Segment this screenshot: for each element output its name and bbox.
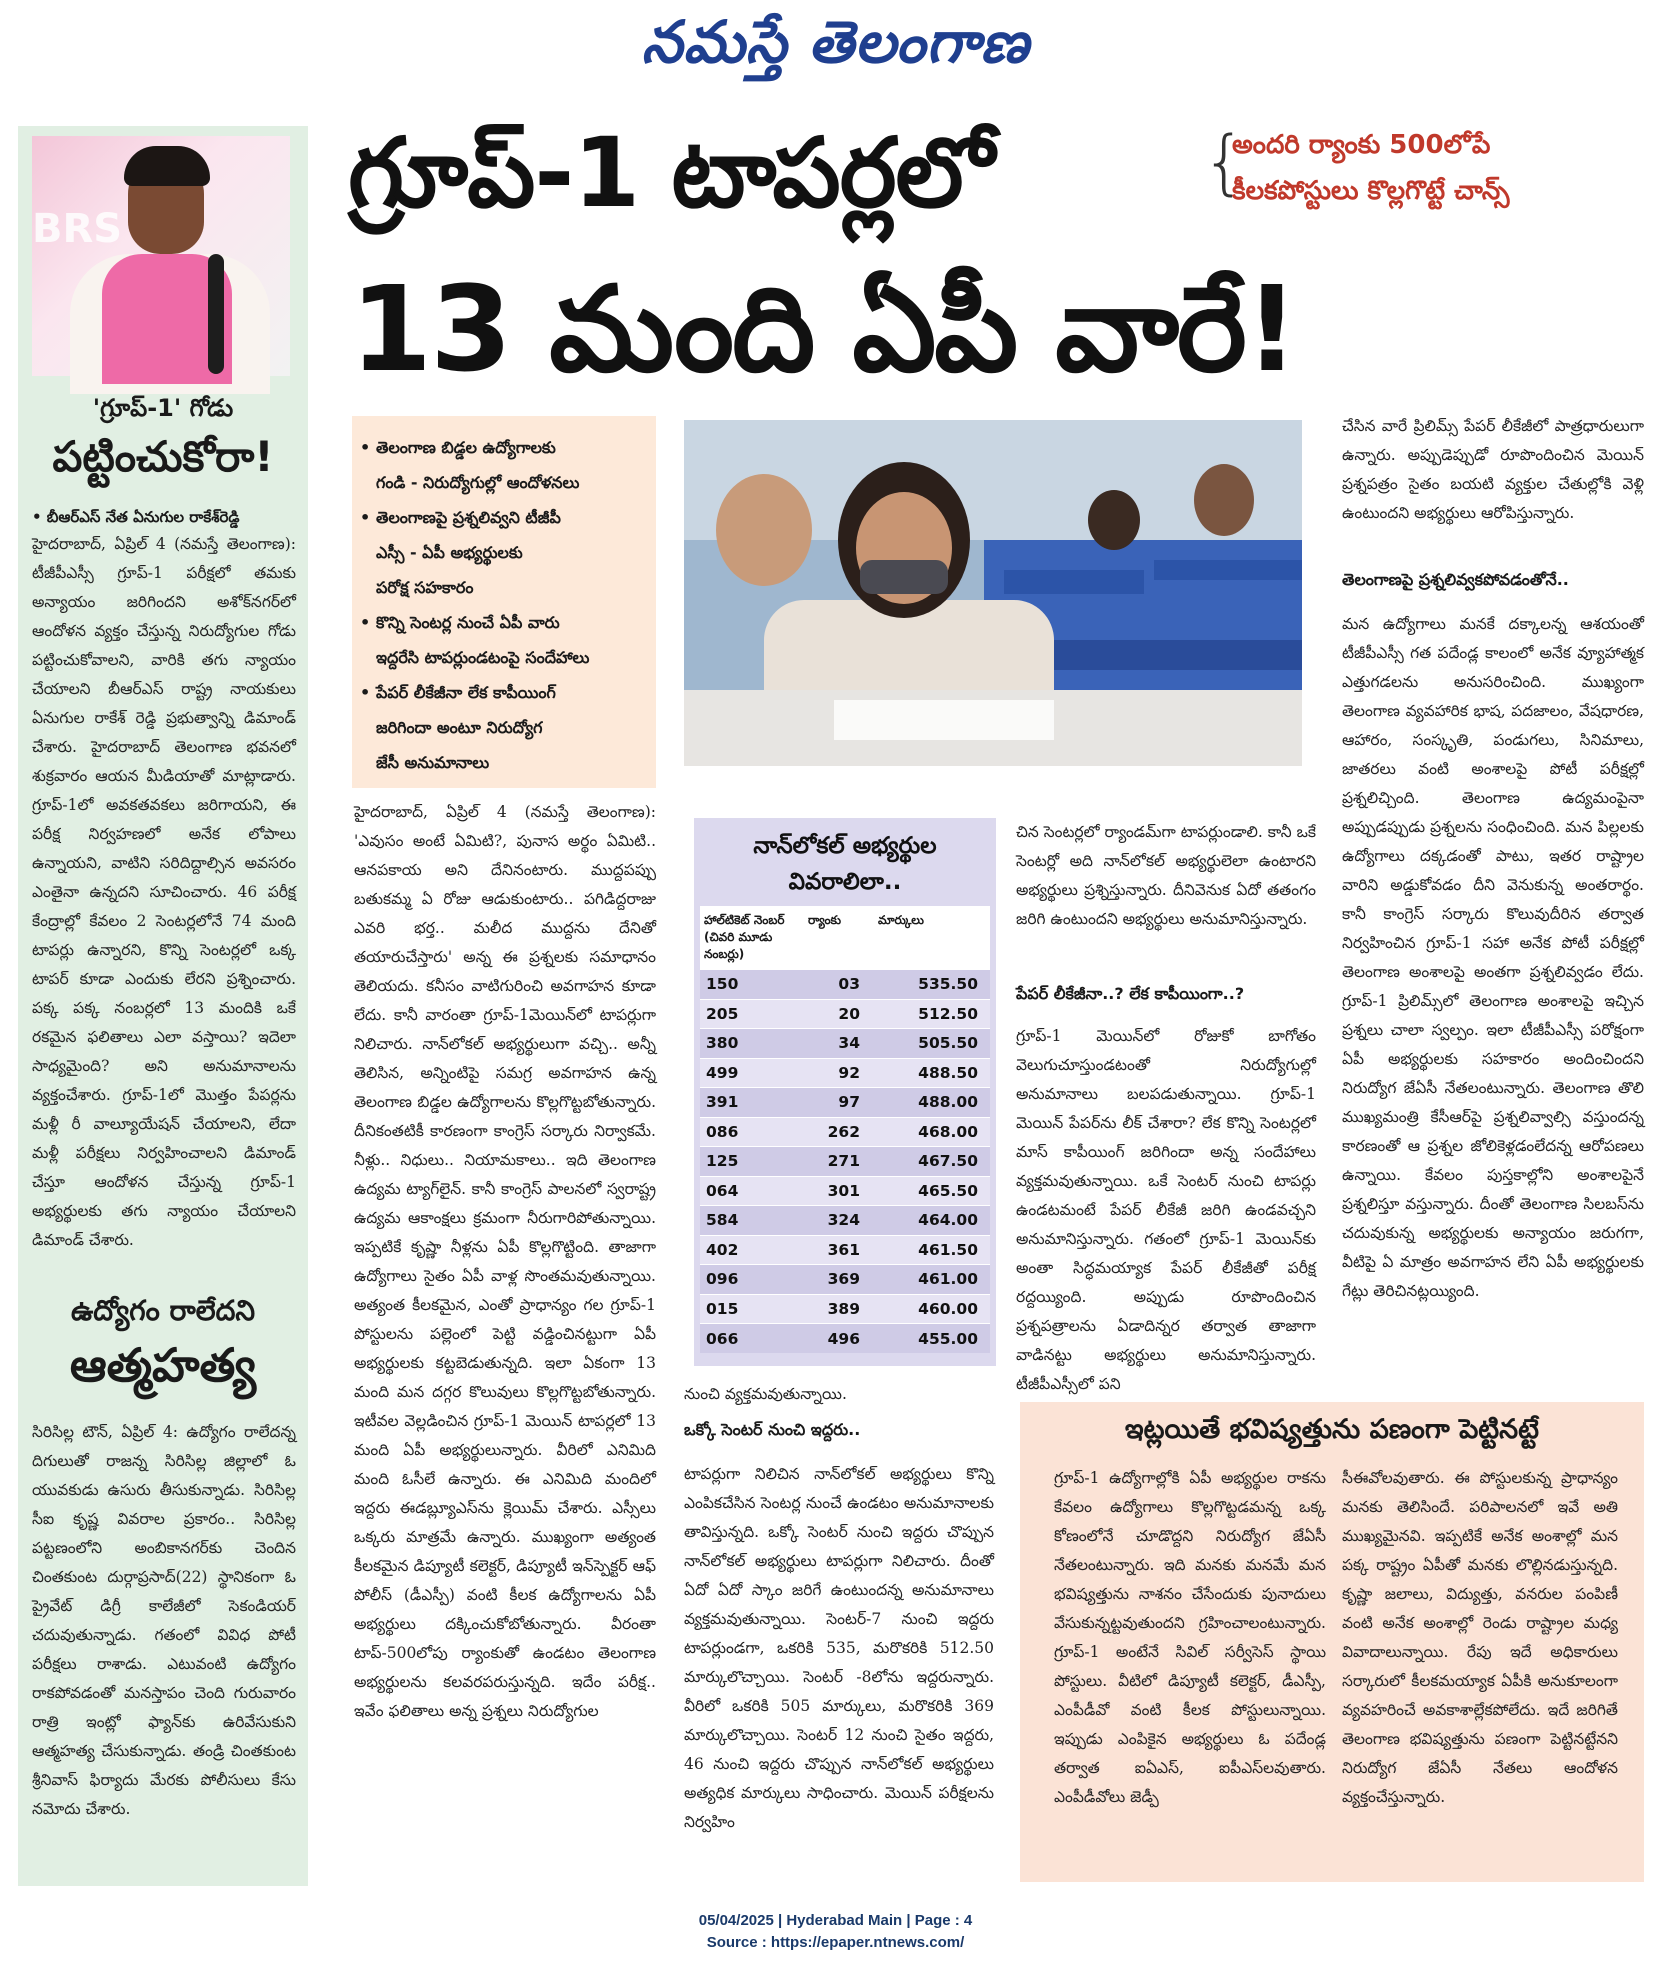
newspaper-masthead: నమస్తే తెలంగాణ (641, 8, 1030, 76)
marks-cell: 468.00 (874, 1117, 990, 1147)
highlight-line: గండి - నిరుద్యోగుల్లో ఆందోళనలు (376, 473, 580, 492)
left-article-body: హైదరాబాద్, ఏప్రిల్ 4 (నమస్తే తెలంగాణ): టీజీపీఎస్సీ గ్రూప్-1 పరీక్షలో తమకు అన్యాయం జరిగిందని అశోక్‌నగర్‌లో ఆందోళన వ్యక్తం చేస్తున్న నిరుద్యోగుల గోడు పట్టించుకోవాలని, వారికి తగు న్యాయం చేయాలని బీఆర్ఎస్ రాష్ట్ర నాయకులు ఏనుగుల రాకేశ్ రెడ్డి ప్రభుత్వాన్ని డిమాండ్ చేశారు. హైదరాబాద్ తెలంగాణ భవనలో శుక్రవారం ఆయన మీడియాతో మాట్లాడారు. గ్రూప్-1లో అవకతవకలు జరిగాయని, ఈ పరీక్ష నిర్వహణలో అనేక లోపాలు ఉన్నాయని, వాటిని సరిదిద్దాల్సిన అవసరం ఎంతైనా ఉన్నదని సూచించారు. 46 పరీక్ష కేంద్రాల్లో కేవలం 2 సెంటర్లలోనే 74 మంది టాపర్లు ఉన్నారని, కొన్ని సెంటర్లలో ఒక్క టాపర్ కూడా ఎందుకు లేరని ప్రశ్నించారు. పక్క పక్క నంబర్లలో 13 మందికి ఒకే రకమైన ఫలితాలు ఎలా వస్తాయి? ఇదెలా సాధ్యమైంది? అని అనుమానాలను వ్యక్తంచేశారు. గ్రూప్-1లో మొత్తం పేపర్లను మళ్లీ రీ వాల్యూయేషన్ చేయాలని, లేదా మళ్లీ పరీక్షలు నిర్వహించాలని డిమాండ్ చేస్తూ ఆందోళన చేస్తున్న గ్రూప్-1 అభ్యర్థులకు తగు న్యాయం చేయాలని డిమాండ్ చేశారు. (32, 535, 296, 1249)
table-row (700, 1058, 990, 1088)
table-header-rank: ర్యాంకు (804, 906, 874, 970)
left-article-body-2: సిరిసిల్ల టౌన్, ఏప్రిల్ 4: ఉద్యోగం రాలేదన్న దిగులుతో రాజన్న సిరిసిల్ల జిల్లాలో ఓ యువకుడు ఉసురు తీసుకున్నాడు. సిరిసిల్ల సీఐ కృష్ణ వివరాల ప్రకారం.. సిరిసిల్ల పట్టణంలోని అంబికానగర్‌కు చెందిన చింతకుంట దుర్గాప్రసాద్(22) స్థానికంగా ఓ ప్రైవేట్ డిగ్రీ కాలేజీలో సెకండియర్ చదువుతున్నాడు. గతంలో వివిధ పోటీ పరీక్షలు రాశాడు. ఎటువంటి ఉద్యోగం రాకపోవడంతో మనస్తాపం చెంది గురువారం రాత్రి ఇంట్లో ఫ్యాన్‌కు ఉరివేసుకుని ఆత్మహత్య చేసుకున్నాడు. తండ్రి చింతకుంట శ్రీనివాస్ ఫిర్యాదు మేరకు పోలీసులు కేసు నమోదు చేశారు. (32, 1423, 296, 1818)
left-kicker-2: ఉద్యోగం రాలేదని (70, 1294, 256, 1327)
bottom-box-body-left: గ్రూప్-1 ఉద్యోగాల్లోకి ఏపీ అభ్యర్థుల రాకను కేవలం ఉద్యోగాలు కొల్లగొట్టడమన్న ఒక్క కోణంలోనే చూడొద్దని నిరుద్యోగ జేఏసీ నేతలంటున్నారు. ఇది మనకు మనమే మన భవిష్యత్తును నాశనం చేసేందుకు పునాదులు వేసుకున్నట్టవుతుందని గ్రహించాలంటున్నారు. గ్రూప్-1 అంటేనే సివిల్ సర్వీసెస్ స్థాయి పోస్టులు. వీటిలో డిప్యూటీ కలెక్టర్, డీఎస్పీ, ఎంపీడీవో వంటి కీలక పోస్టులున్నాయి. ఇప్పుడు ఎంపికైన అభ్యర్థులు ఓ పదేండ్ల తర్వాత ఐఏఎస్, ఐపీఎస్‌లవుతారు. ఎంపీడీవోలు జెడ్పీ (1054, 1469, 1326, 1806)
column-b-subhead: ఒక్కో సెంటర్ నుంచి ఇద్దరు.. (684, 1420, 861, 1439)
rank-cell: 361 (804, 1235, 874, 1265)
marks-cell: 455.00 (874, 1324, 990, 1354)
footer-date-edition: 05/04/2025 | Hyderabad Main | Page : 4 (698, 1912, 973, 1929)
main-headline-line-2: 13 మంది ఏపీ వారే! (350, 260, 1297, 398)
column-c-top: చిన సెంటర్లలో ర్యాండమ్‌గా టాపర్లుండాలి. కానీ ఒకే సెంటర్లో అది నాన్‌లోకల్ అభ్యర్థులెలా ఉంటారని అభ్యర్థులు ప్రశ్నిస్తున్నారు. దీనివెనుక ఏదో తతంగం జరిగి ఉంటుందని అభ్యర్థులు అనుమానిస్తున్నారు. (1016, 823, 1316, 928)
nonlocal-candidates-table-box (694, 818, 996, 1366)
column-b-body: టాపర్లుగా నిలిచిన నాన్‌లోకల్ అభ్యర్థులు కొన్ని ఎంపికచేసిన సెంటర్ల నుంచే ఉండటం అనుమానాలకు తావిస్తున్నది. ఒక్కో సెంటర్ నుంచి ఇద్దరు చొప్పున నాన్‌లోకల్ అభ్యర్థులు టాపర్లుగా నిలిచారు. దీంతో ఏదో ఏదో స్కాం జరిగే ఉంటుందన్న అనుమానాలు వ్యక్తమవుతున్నాయి. సెంటర్-7 నుంచి ఇద్దరు టాపర్లుండగా, ఒకరికి 535, మరొకరికి 512.50 మార్కులొచ్చాయి. సెంటర్ -8లోను ఇద్దరున్నారు. వీరిలో ఒకరికి 505 మార్కులు, మరొకరికి 369 మార్కులొచ్చాయి. సెంటర్ 12 నుంచి సైతం ఇద్దరు, 46 నుంచి ఇద్దరు చొప్పున నాన్‌లోకల్ అభ్యర్థులు అత్యధిక మార్కులు సాధించారు. మెయిన్ పరీక్షలను నిర్వహిం (684, 1465, 994, 1831)
hallticket-cell: 205 (700, 999, 804, 1029)
column-b-continuation: నుంచి వ్యక్తమవుతున్నాయి. (684, 1385, 847, 1403)
sub-headline (1232, 122, 1509, 214)
column-a-body: హైదరాబాద్, ఏప్రిల్ 4 (నమస్తే తెలంగాణ): 'ఎవుసం అంటే ఏమిటి?, పునాస అర్థం ఏమిటి.. ఆనపకాయ అని దేనినంటారు. ముద్దపప్పు బతుకమ్మ ఏ రోజు ఆడుకుంటారు.. పగిడిద్దరాజు ఎవరి భర్త.. మలీద ముద్దను దేనితో తయారుచేస్తారు' అన్న ఈ ప్రశ్నలకు సమాధానం తెలియదు. కనీసం వాటిగురించి అవగాహన కూడా లేదు. కానీ వారంతా గ్రూప్-1మెయిన్‌లో టాపర్లుగా నిలిచారు. నాన్‌లోకల్ అభ్యర్థులుగా వచ్చి.. అన్నీ తెలిసిన, అన్నింటిపై సమగ్ర అవగాహన ఉన్న తెలంగాణ బిడ్డల ఉద్యోగాలను కొల్లగొట్టబోతున్నారు. దీనికంతటికీ కారణంగా కాంగ్రెస్ సర్కారు నిర్వాకమే. నీళ్లు.. నిధులు.. నియామకాలు.. ఇది తెలంగాణ ఉద్యమ ట్యాగ్‌లైన్. కానీ కాంగ్రెస్ పాలనలో స్వరాష్ట్ర ఉద్యమ ఆకాంక్షలు క్రమంగా నీరుగారిపోతున్నాయి. ఇప్పటికే కృష్ణా నీళ్లను ఏపీ కొల్లగొట్టింది. తాజాగా ఉద్యోగాలు సైతం ఏపీ వాళ్ల సొంతమవుతున్నాయి. అత్యంత కీలకమైన, ఎంతో ప్రాధాన్యం గల గ్రూప్-1 పోస్టులను పల్లెంలో పెట్టి వడ్డించినట్టుగా ఏపీ అభ్యర్థులకు కట్టబెడుతున్నది. ఇలా ఏకంగా 13 మంది మన దగ్గర కొలువులు కొల్లగొట్టబోతున్నారు. ఇటీవల వెల్లడించిన గ్రూప్-1 మెయిన్ టాపర్లలో 13 మంది ఏపీ అభ్యర్థులున్నారు. వీరిలో ఎనిమిది మంది ఓసీలే ఉన్నారు. ఈ ఎనిమిది మందిలో ఇద్దరు ఈడబ్ల్యూఎస్‌ను క్లెయిమ్ చేశారు. ఎస్సీలు ఒక్కరు మాత్రమే ఉన్నారు. ముఖ్యంగా అత్యంత కీలకమైన డిప్యూటీ కలెక్టర్, డిప్యూటీ ఇన్‌స్పెక్టర్ ఆఫ్ పోలీస్ (డీఎస్పీ) వంటి కీలక ఉద్యోగాలను ఏపీ అభ్యర్థులు దక్కించుకోబోతున్నారు. వీరంతా టాప్-500లోపు ర్యాంకుతో ఉండటం తెలంగాణ అభ్యర్థులను కలవరపరుస్తున్నది. ఇదేం పరీక్ష.. ఇవేం ఫలితాలు అన్న ప్రశ్నలు నిరుద్యోగుల (354, 803, 656, 1720)
brace-glyph: { (1202, 121, 1247, 203)
table-row (700, 1294, 990, 1324)
table-row (700, 1088, 990, 1118)
sub-headline-2: కీలకపోస్టులు కొల్లగొట్టే చాన్స్ (1232, 176, 1510, 206)
rank-cell: 97 (804, 1088, 874, 1118)
marks-cell: 488.00 (874, 1088, 990, 1118)
highlight-line: ఎస్సీ - ఏపీ అభ్యర్థులకు (376, 543, 523, 562)
table-title: నాన్‌లోకల్ అభ్యర్థుల వివరాలిలా.. (753, 833, 937, 895)
hallticket-cell: 584 (700, 1206, 804, 1236)
marks-cell: 465.50 (874, 1176, 990, 1206)
table-row (700, 1117, 990, 1147)
highlights-list (376, 430, 644, 780)
table-row (700, 999, 990, 1029)
marks-cell: 461.50 (874, 1235, 990, 1265)
hallticket-cell: 150 (700, 970, 804, 1000)
politician-photo: BRS (32, 136, 290, 376)
column-d-body: మన ఉద్యోగాలు మనకే దక్కాలన్న ఆశయంతో టీజీపీఎస్సీ గత పదేండ్ల కాలంలో అనేక వ్యూహాత్మక ఎత్తుగడలను అనుసరించింది. ముఖ్యంగా తెలంగాణ వ్యవహారిక భాష, పదజాలం, వేషధారణ, ఆహారం, సంస్కృతి, పండుగలు, సినిమాలు, జాతరలు వంటి అంశాలపై పోటీ పరీక్షల్లో ప్రశ్నలిచ్చింది. తెలంగాణ ఉద్యమంపైనా అప్పుడప్పుడు ప్రశ్నలను సంధించింది. మన పిల్లలకు ఉద్యోగాలు దక్కడంతో పాటు, ఇతర రాష్ట్రాల వారిని అడ్డుకోవడం దీని వెనుకున్న అంతరార్థం. కానీ కాంగ్రెస్ సర్కారు కొలువుదీరిన తర్వాత నిర్వహించిన గ్రూప్-1 సహా అనేక పోటీ పరీక్షల్లో తెలంగాణ అంశాలపై అంతగా ప్రశ్నలివ్వడం లేదు. గ్రూప్-1 ప్రిలిమ్స్‌లో తెలంగాణ అంశాలపై ఇచ్చిన ప్రశ్నలు చాలా స్వల్పం. ఇలా టీజీపీఎస్సీ పరోక్షంగా ఏపీ అభ్యర్థులకు సహకారం అందించిందని నిరుద్యోగ జేఏసీ నేతలంటున్నారు. తెలంగాణ తొలి ముఖ్యమంత్రి కేసీఆర్‌పై ప్రశ్నలివ్వాల్సి వస్తుందన్న కారణంతో ఆ ప్రశ్నల జోలికెళ్లడంలేదన్న ఆరోపణలు ఉన్నాయి. కేవలం పుస్తకాల్లోని అంశాలపైనే ప్రశ్నలిస్తూ వస్తున్నారు. దీంతో తెలంగాణ సిలబస్‌ను చదువుకున్న అభ్యర్థులకు అన్యాయం జరుగగా, వీటిపై ఏ మాత్రం అవగాహన లేని ఏపీ అభ్యర్థులకు గేట్లు తెరిచినట్లయ్యింది. (1342, 615, 1644, 1300)
hallticket-cell: 066 (700, 1324, 804, 1354)
rank-cell: 20 (804, 999, 874, 1029)
rank-cell: 262 (804, 1117, 874, 1147)
highlight-line: పరోక్ష సహకారం (376, 578, 474, 597)
rank-cell: 34 (804, 1029, 874, 1059)
highlight-line: • కొన్ని సెంటర్ల నుంచే ఏపీ వారు (376, 605, 644, 640)
marks-cell: 464.00 (874, 1206, 990, 1236)
highlight-line: ఇద్దరేసి టాపర్లుండటంపై సందేహాలు (376, 648, 590, 667)
sub-headline-1: అందరి ర్యాంకు 500లోపే (1232, 130, 1491, 160)
left-title-2: ఆత్మహత్య (69, 1338, 257, 1392)
rank-cell: 03 (804, 970, 874, 1000)
table-header-hallticket: హాల్‌టికెట్ నెంబర్ (చివరి మూడు నంబర్లు) (700, 906, 804, 970)
highlights-box (352, 416, 656, 788)
marks-cell: 512.50 (874, 999, 990, 1029)
hallticket-cell: 402 (700, 1235, 804, 1265)
hallticket-cell: 015 (700, 1294, 804, 1324)
rank-cell: 301 (804, 1176, 874, 1206)
table-row (700, 1206, 990, 1236)
exam-photo-svg (684, 420, 1302, 766)
column-d-top: చేసిన వారే ప్రిలిమ్స్ పేపర్ లీకేజీలో పాత్రధారులుగా ఉన్నారు. అప్పుడెప్పుడో రూపొందించిన మెయిన్ ప్రశ్నపత్రం సైతం బయటి వ్యక్తుల చేతుల్లోకి వెళ్లి ఉంటుందని అభ్యర్థులు ఆరోపిస్తున్నారు. (1342, 417, 1644, 522)
table-header-marks: మార్కులు (874, 906, 990, 970)
column-d-subhead: తెలంగాణపై ప్రశ్నలివ్వకపోవడంతోనే.. (1342, 570, 1569, 589)
table-row (700, 1235, 990, 1265)
highlight-line: • పేపర్ లీకేజీనా లేక కాపీయింగ్ (376, 675, 644, 710)
exam-hall-photo (684, 420, 1302, 766)
rank-cell: 389 (804, 1294, 874, 1324)
nonlocal-candidates-table (700, 906, 990, 1353)
bottom-box-body-right: సీఈవోలవుతారు. ఈ పోస్టులకున్న ప్రాధాన్యం మనకు తెలిసిందే. పరిపాలనలో ఇవే అతి ముఖ్యమైనవి. ఇప్పటికే అనేక అంశాల్లో మన పక్క రాష్ట్రం ఏపీతో మనకు లొల్లినడుస్తున్నది. కృష్ణా జలాలు, విద్యుత్తు, వనరుల పంపిణీ వంటి అనేక అంశాల్లో రెండు రాష్ట్రాల మధ్య వివాదాలున్నాయి. రేపు ఇదే అధికారులు సర్కారులో కీలకమయ్యాక ఏపీకి అనుకూలంగా వ్యవహరించే అవకాశాల్లేకపోలేదు. ఇదే జరిగితే తెలంగాణ భవిష్యత్తును పణంగా పెట్టినట్టేనని నిరుద్యోగ జేఏసీ నేతలు ఆందోళన వ్యక్తంచేస్తున్నారు. (1342, 1469, 1618, 1806)
rank-cell: 271 (804, 1147, 874, 1177)
rank-cell: 369 (804, 1265, 874, 1295)
table-row (700, 970, 990, 1000)
marks-cell: 460.00 (874, 1294, 990, 1324)
marks-cell: 488.50 (874, 1058, 990, 1088)
hallticket-cell: 391 (700, 1088, 804, 1118)
marks-cell: 467.50 (874, 1147, 990, 1177)
main-headline-line-1: గ్రూప్-1 టాపర్లలో (348, 117, 994, 229)
rank-cell: 324 (804, 1206, 874, 1236)
rank-cell: 496 (804, 1324, 874, 1354)
marks-cell: 461.00 (874, 1265, 990, 1295)
table-row (700, 1147, 990, 1177)
left-kicker: 'గ్రూప్-1' గోడు (92, 394, 234, 422)
hallticket-cell: 380 (700, 1029, 804, 1059)
highlight-line: జేసీ అనుమానాలు (376, 753, 490, 772)
hallticket-cell: 064 (700, 1176, 804, 1206)
highlight-line: • తెలంగాణ బిడ్డల ఉద్యోగాలకు (376, 430, 644, 465)
rank-cell: 92 (804, 1058, 874, 1088)
marks-cell: 505.50 (874, 1029, 990, 1059)
table-row (700, 1176, 990, 1206)
table-row (700, 1029, 990, 1059)
table-row (700, 1265, 990, 1295)
highlight-line: జరిగిందా అంటూ నిరుద్యోగ (376, 718, 543, 737)
column-c-subhead: పేపర్ లీకేజీనా..? లేక కాపీయింగా..? (1016, 984, 1245, 1003)
hallticket-cell: 096 (700, 1265, 804, 1295)
left-byline: • బీఆర్ఎస్ నేత ఏనుగుల రాకేశ్‌రెడ్డి (32, 508, 240, 526)
marks-cell: 535.50 (874, 970, 990, 1000)
hallticket-cell: 499 (700, 1058, 804, 1088)
left-title: పట్టించుకోరా! (52, 432, 274, 481)
bottom-box-title: ఇట్లయితే భవిష్యత్తును పణంగా పెట్టినట్టే (1125, 1414, 1539, 1445)
highlight-line: • తెలంగాణపై ప్రశ్నలివ్వని టీజీపీ (376, 500, 644, 535)
bottom-feature-box (1020, 1402, 1644, 1882)
column-c-body: గ్రూప్-1 మెయిన్‌లో రోజుకో బాగోతం వెలుగుచూస్తుండటంతో నిరుద్యోగుల్లో అనుమానాలు బలపడుతున్నాయి. గ్రూప్-1 మెయిన్ పేపర్‌ను లీక్ చేశారా? లేక కొన్ని సెంటర్లలో మాస్ కాపీయింగ్ జరిగిందా అన్న సందేహాలు వ్యక్తమవుతున్నాయి. ఒకే సెంటర్ నుంచి టాపర్లు ఉండటమంటే పేపర్ లీకేజీ జరిగి ఉండవచ్చని అనుమానిస్తున్నారు. గతంలో గ్రూప్-1 మెయిన్‌కు అంతా సిద్ధమయ్యాక పేపర్ లీకేజీతో పరీక్ష రద్దయ్యింది. అప్పుడు రూపొందించిన ప్రశ్నపత్రాలను ఏడాదిన్నర తర్వాత తాజాగా వాడినట్టు అభ్యర్థులు అనుమానిస్తున్నారు. టీజీపీఎస్సీలో పని (1016, 1027, 1316, 1393)
footer-source-link[interactable]: Source : https://epaper.ntnews.com/ (706, 1934, 965, 1951)
page-footer (0, 1910, 1671, 1954)
hallticket-cell: 086 (700, 1117, 804, 1147)
hallticket-cell: 125 (700, 1147, 804, 1177)
table-row (700, 1324, 990, 1354)
